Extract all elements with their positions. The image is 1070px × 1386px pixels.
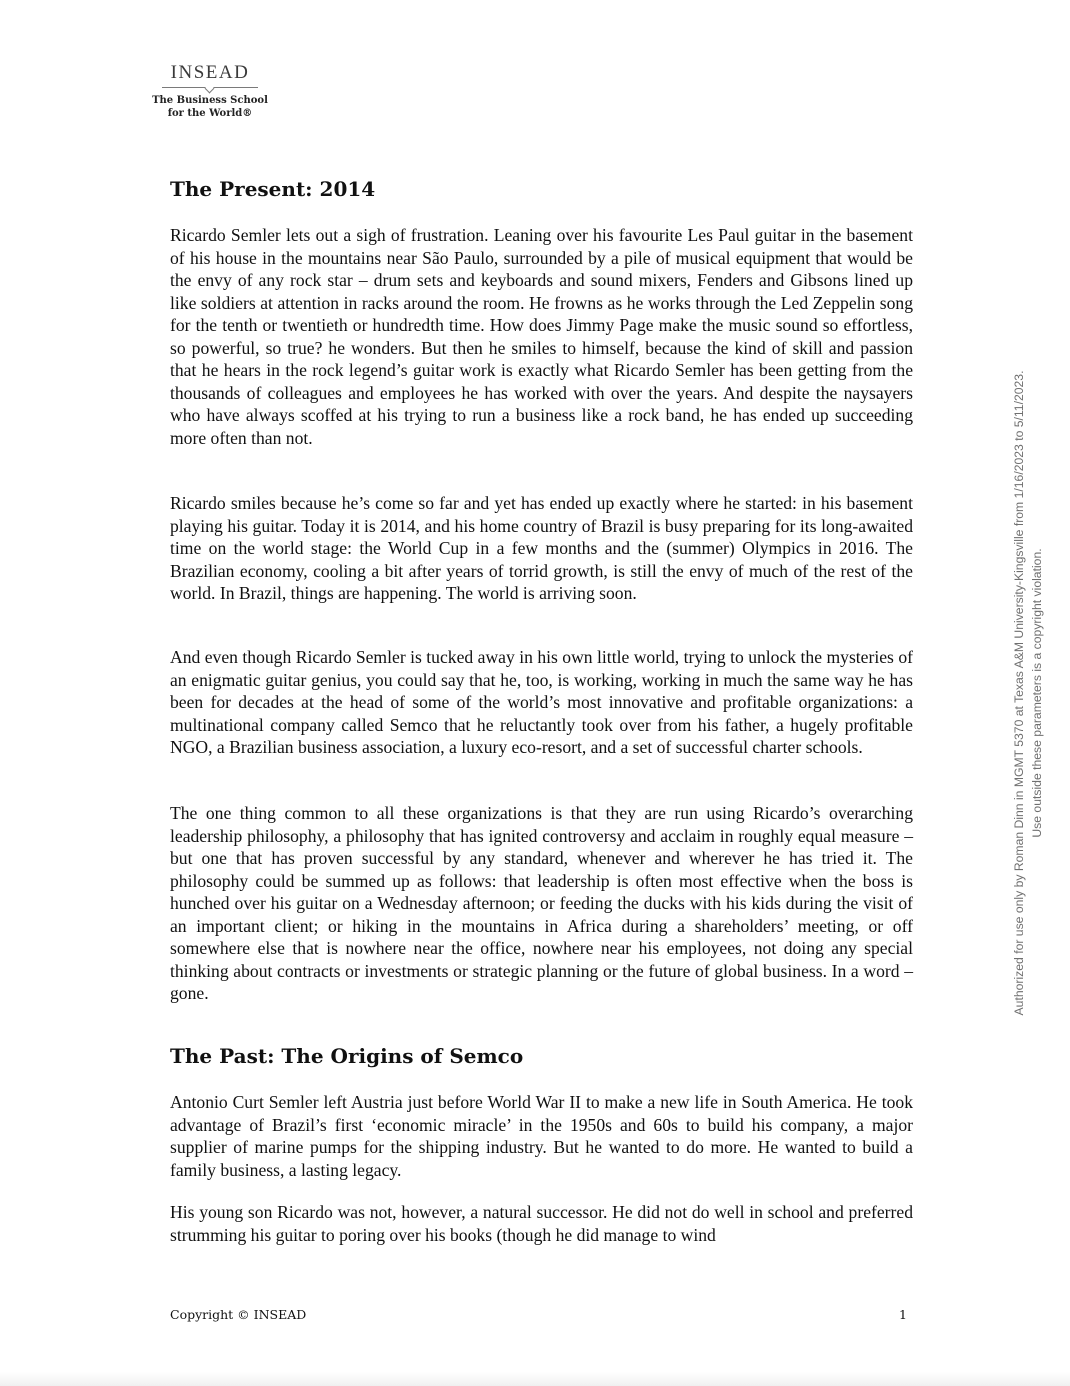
logo-tagline-line2: for the World® <box>167 108 253 119</box>
insead-logo <box>150 62 270 120</box>
section-heading-past: The Past: The Origins of Semco <box>170 1044 524 1068</box>
paragraph-past-2: His young son Ricardo was not, however, a natural successor. He did not do well in school and preferred strumming his guitar to poring over his books (though he did manage to wind <box>170 1202 913 1245</box>
paragraph-present-3: And even though Ricardo Semler is tucked away in his own little world, trying to unlock the mysteries of an enigmatic guitar genius, you could say that he, too, is working, working in much the same way he has been for decades at the head of some of the world’s most innovative and profitable organizations: a multinational company called Semco that he reluctantly took over from his father, a hugely profitable NGO, a Brazilian business association, a luxury eco-resort, and a set of successful charter schools. <box>170 647 913 757</box>
paragraph-present-4: The one thing common to all these organizations is that they are run using Ricardo’s overarching leadership philosophy, a philosophy that has ignited controversy and acclaim in roughly equal measure – but one that has proven successful by any standard, whenever and wherever he has tried it. The philosophy could be summed up as follows: that leadership is often most effective when the boss is hunched over his guitar on a Wednesday afternoon; or feeding the ducks with his kids during the visit of an important client; or hiking in the mountains in Africa during a shareholders’ meeting, or off somewhere else that is nowhere near the office, nowhere near his employees, not doing any special thinking about contracts or investments or strategic planning or the future of global business. In a word – gone. <box>170 803 913 1003</box>
logo-tagline-line1: The Business School <box>152 95 268 106</box>
copyright-watermark <box>1010 313 1050 1073</box>
footer-page-number: 1 <box>899 1307 907 1322</box>
page-bottom-edge <box>0 1372 1070 1386</box>
paragraph-present-1: Ricardo Semler lets out a sigh of frustration. Leaning over his favourite Les Paul guitar in the basement of his house in the mountains near São Paulo, surrounded by a pile of musical equipment that would be the envy of any rock star – drum sets and keyboards and sound mixers, Fenders and Gibsons lined up like soldiers at attention in racks around the room. He frowns as he works through the Led Zeppelin song for the tenth or twentieth or hundredth time. How does Jimmy Page make the music sound so effortless, so powerful, so true? he wonders. But then he smiles to himself, because the kind of skill and passion that he hears in the rock legend’s guitar work is exactly what Ricardo Semler has been getting from the thousands of colleagues and employees he has worked with over the years. And despite the naysayers who have always scoffed at his trying to run a business like a rock band, he has ended up succeeding more often than not. <box>170 225 913 448</box>
section-heading-present: The Present: 2014 <box>170 177 376 201</box>
paragraph-past-1: Antonio Curt Semler left Austria just before World War II to make a new life in South America. He took advantage of Brazil’s first ‘economic miracle’ in the 1950s and 60s to build his company, a major supplier of marine pumps for the shipping industry. But he wanted to do more. He wanted to build a family business, a lasting legacy. <box>170 1092 913 1180</box>
logo-divider <box>162 84 258 92</box>
watermark-line1: Authorized for use only by Roman Dinn in MGMT 5370 at Texas A&M University-Kingsville from 1/16/2023 to 5/11/2023. <box>1012 370 1026 1016</box>
footer-copyright: Copyright © INSEAD <box>170 1307 307 1322</box>
paragraph-present-2: Ricardo smiles because he’s come so far and yet has ended up exactly where he started: in his basement playing his guitar. Today it is 2014, and his home country of Brazil is busy preparing for its long-awaited time on the world stage: the World Cup in a few months and the (summer) Olympics in 2016. The Brazilian economy, cooling a bit after years of torrid growth, is still the envy of much of the rest of the world. In Brazil, things are happening. The world is arriving soon. <box>170 493 913 603</box>
logo-wordmark: INSEAD <box>170 62 250 83</box>
watermark-line2: Use outside these parameters is a copyright violation. <box>1030 548 1044 838</box>
logo-tagline <box>150 94 270 120</box>
